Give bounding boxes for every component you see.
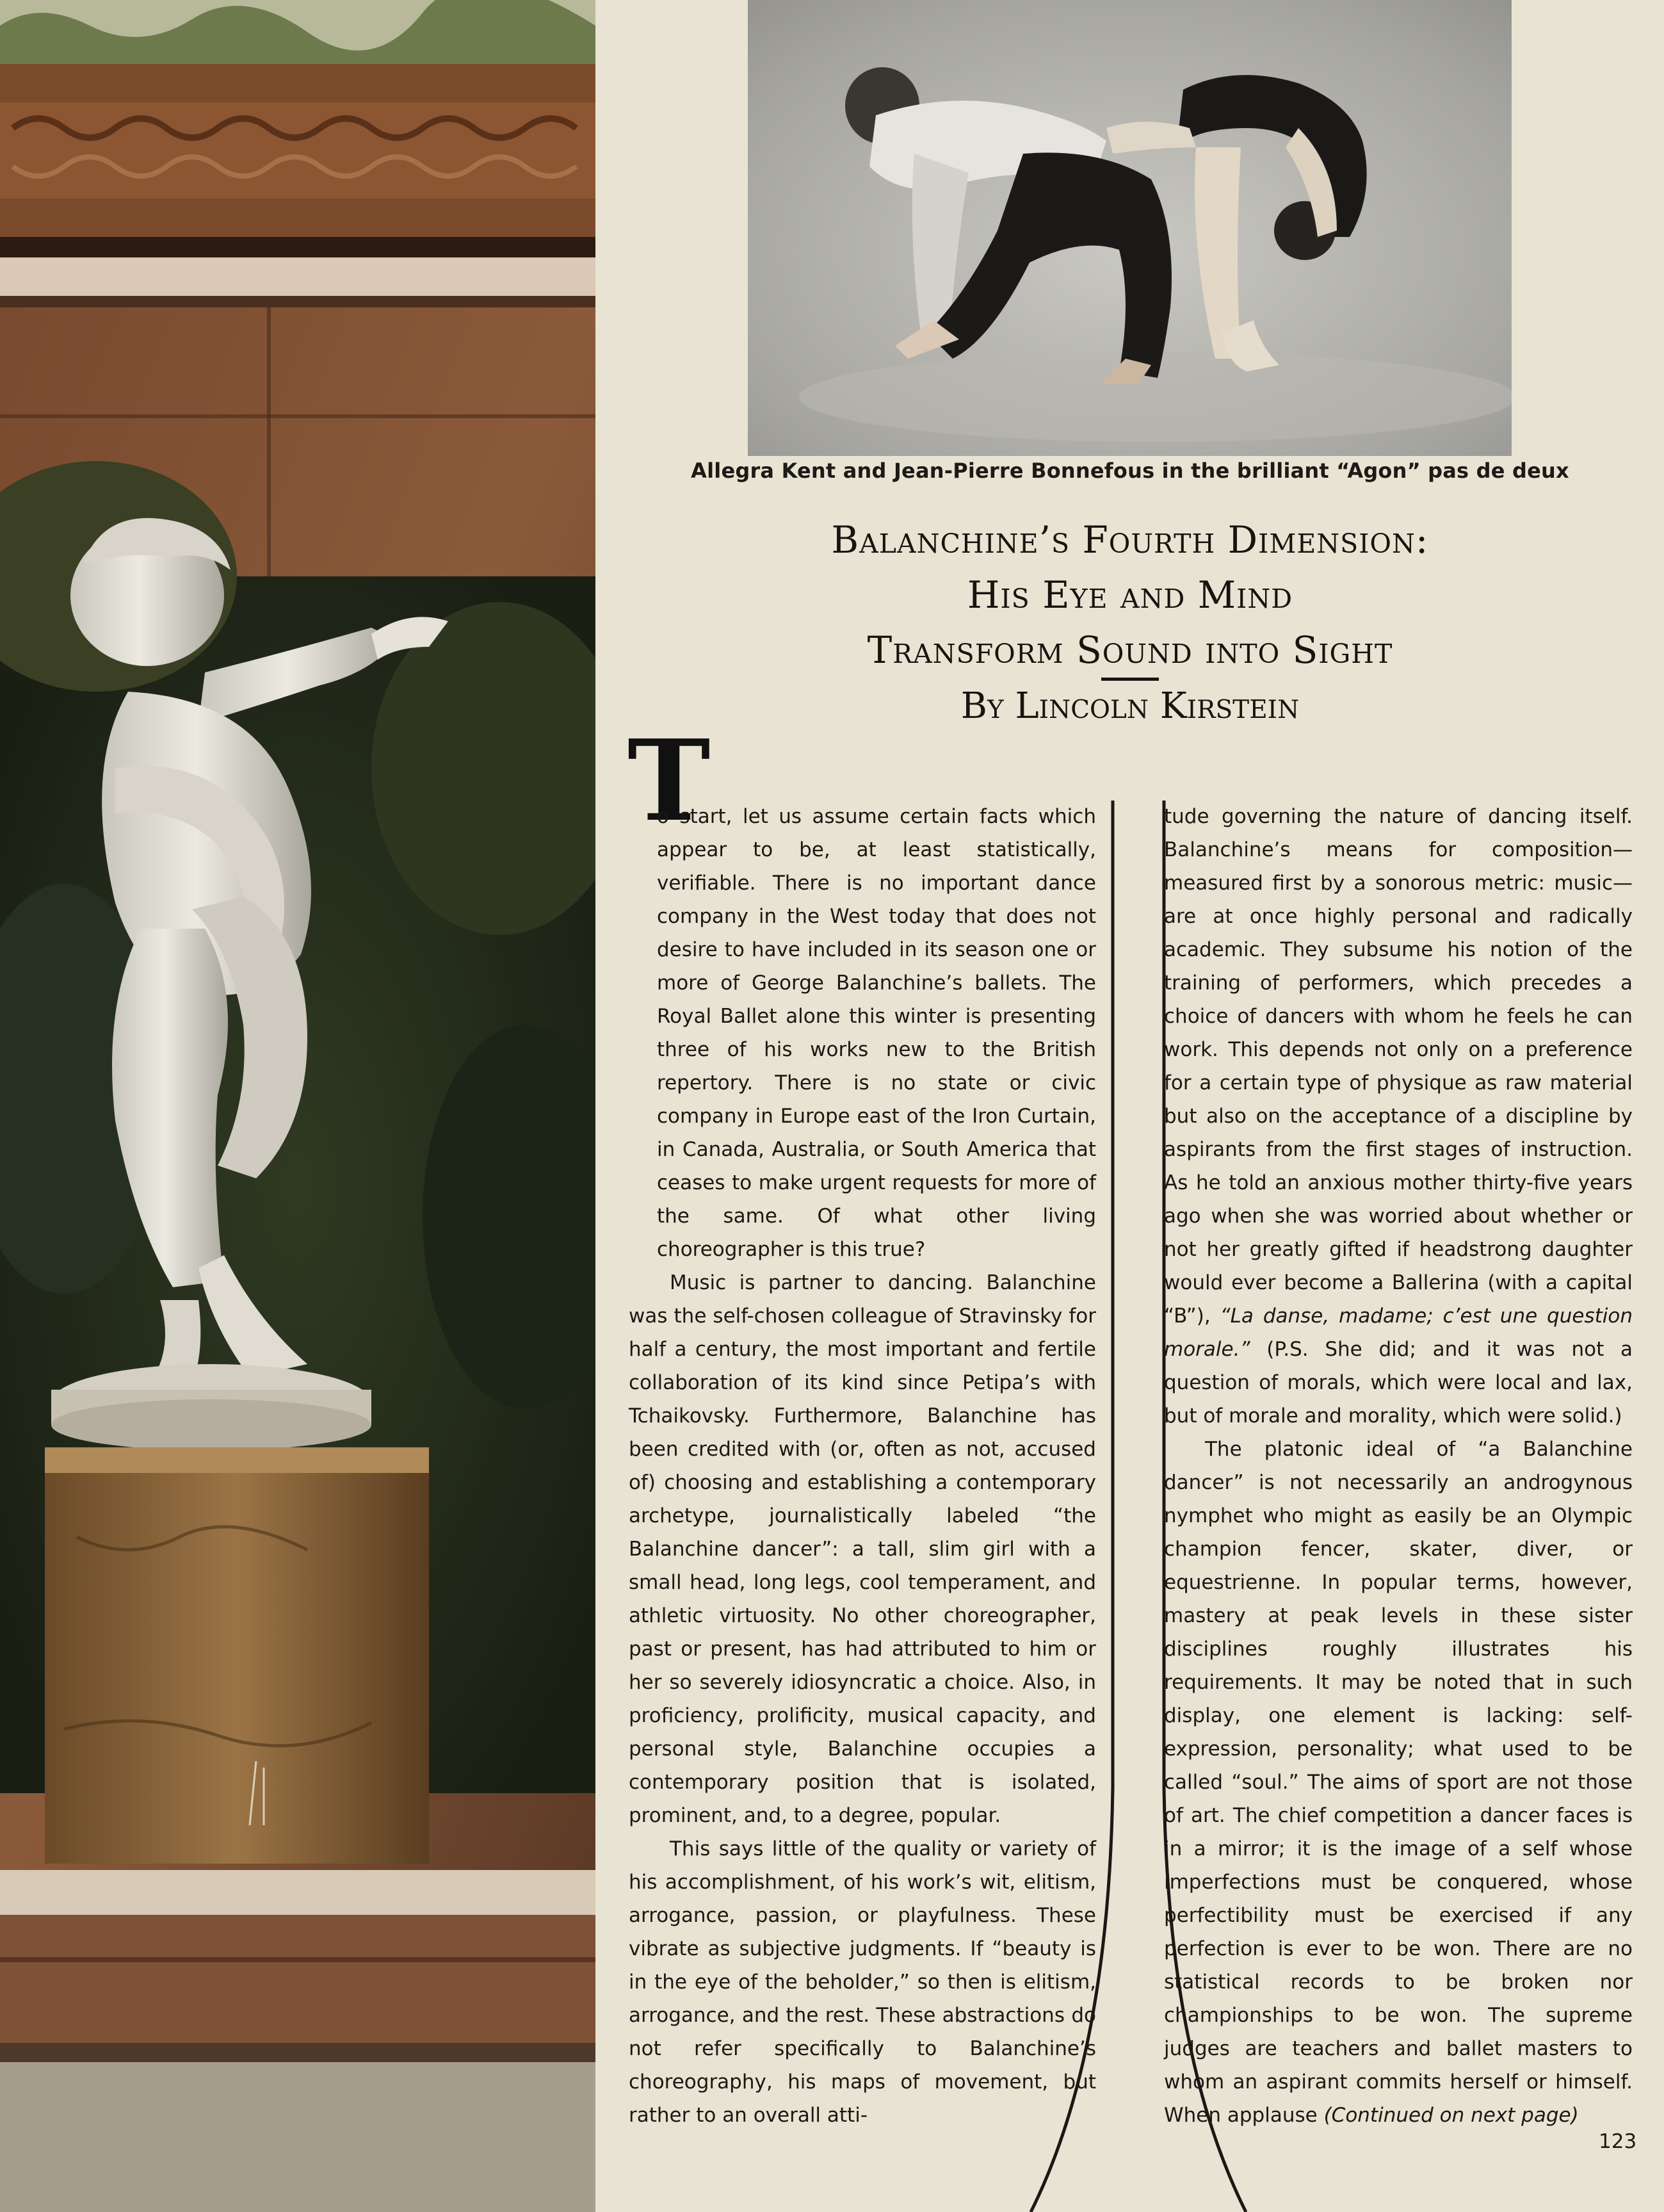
page-number: 123 — [1599, 2130, 1637, 2153]
headline-line-3: Transform Sound into Sight — [867, 628, 1393, 672]
paragraph — [1164, 1433, 1633, 2132]
paragraph-text: tude governing the nature of dancing itself. Balanchine’s means for composition—measured first by a sonorous metric: music—are at once highly personal and radically academic. They subsume his notion of the training of performers, which precedes a choice of dancers with whom he feels he can work. This depends not only on a preference for a certain type of physique as raw material but also on the acceptance of a discipline by aspirants from the first stages of instruction. As he told an anxious mother thirty-five years ago when she was worried about whether or not her greatly gifted if headstrong daughter would ever become a Ballerina (with a capital “B”), — [1164, 805, 1633, 1328]
article-headline — [666, 512, 1594, 736]
paragraph: o start, let us assume certain facts which appear to be, at least statistically, verifiable. There is no important dance company in the West today that does not desire to have included in its season one or more of George Balanchine’s ballets. The Royal Ballet alone this winter is presenting three of his works new to the British repertory. There is no state or civic company in Europe east of the Iron Curtain, in Canada, Australia, or South America that ceases to make urgent requests for more of the same. Of what other living choreographer is this true? — [657, 805, 1096, 1261]
left-divider-rule — [1031, 801, 1113, 2212]
dancers-photo-image — [748, 0, 1512, 456]
paragraph — [1164, 800, 1633, 1433]
continued-note: (Continued on next page) — [1323, 2104, 1579, 2127]
paragraph: This says little of the quality or variety of his accomplishment, of his work’s wit, elitism, arrogance, passion, or playfulness. These vibrate as subjective judgments. If “beauty is in the eye of the beholder,” so then is elitism, arrogance, and the rest. These abstractions do not refer specifically to Balanchine’s choreography, his maps of movement, but rather to an overall atti- — [629, 1837, 1096, 2127]
paragraph: Music is partner to dancing. Balanchine was the self-chosen colleague of Stravinsky for half a century, the most important and fertile collaboration of its kind since Petipa’s with Tchaikovsky. Furthermore, Balanchine has been credited with (or, often as not, accused of) choosing and establishing a contemporary archetype, journalistically labeled “the Balanchine dancer”: a tall, slim girl with a small head, long legs, cool temperament, and athletic virtuosity. No other choreographer, past or present, has had attributed to him or her so severely idiosyncratic a choice. Also, in proficiency, prolificity, musical capacity, and personal style, Balanchine occupies a contemporary position that is isolated, prominent, and, to a degree, popular. — [629, 1271, 1096, 1827]
statue-photo — [0, 0, 595, 2212]
headline-line-1: Balanchine’s Fourth Dimension: — [831, 518, 1429, 562]
french-quote: “La danse, madame; c’est une question morale.” — [1164, 1305, 1633, 1361]
statue-photo-image — [0, 0, 595, 2212]
byline: By Lincoln Kirstein — [960, 685, 1300, 727]
photo-caption: Allegra Kent and Jean-Pierre Bonnefous in the brilliant “Agon” pas de deux — [691, 459, 1569, 483]
paragraph-text: The platonic ideal of “a Balanchine dancer” is not necessarily an androgynous nymphet who might as easily be an Olympic champion fencer, skater, diver, or equestrienne. In popular terms, however, mastery at peak levels in these sister disciplines roughly illustrates his requirements. It may be noted that in such display, one element is lacking: self-expression, personality; what used to be called “soul.” The aims of sport are not those of art. The chief competition a dancer faces is in a mirror; it is the image of a self whose imperfections must be conquered, whose perfectibility must be exercised if any perfection is ever to be won. There are no statistical records to be broken nor championships to be won. The supreme judges are teachers and ballet masters to whom an aspirant commits herself or himself. When applause — [1164, 1438, 1633, 2127]
paragraph-text: (P.S. She did; and it was not a question of morals, which were local and lax, but of morale and morality, which were solid.) — [1164, 1338, 1633, 1427]
article-column-right — [1164, 800, 1633, 2132]
headline-line-2: His Eye and Mind — [967, 573, 1293, 617]
drop-cap: T — [627, 716, 711, 847]
dancers-photo — [748, 0, 1512, 456]
